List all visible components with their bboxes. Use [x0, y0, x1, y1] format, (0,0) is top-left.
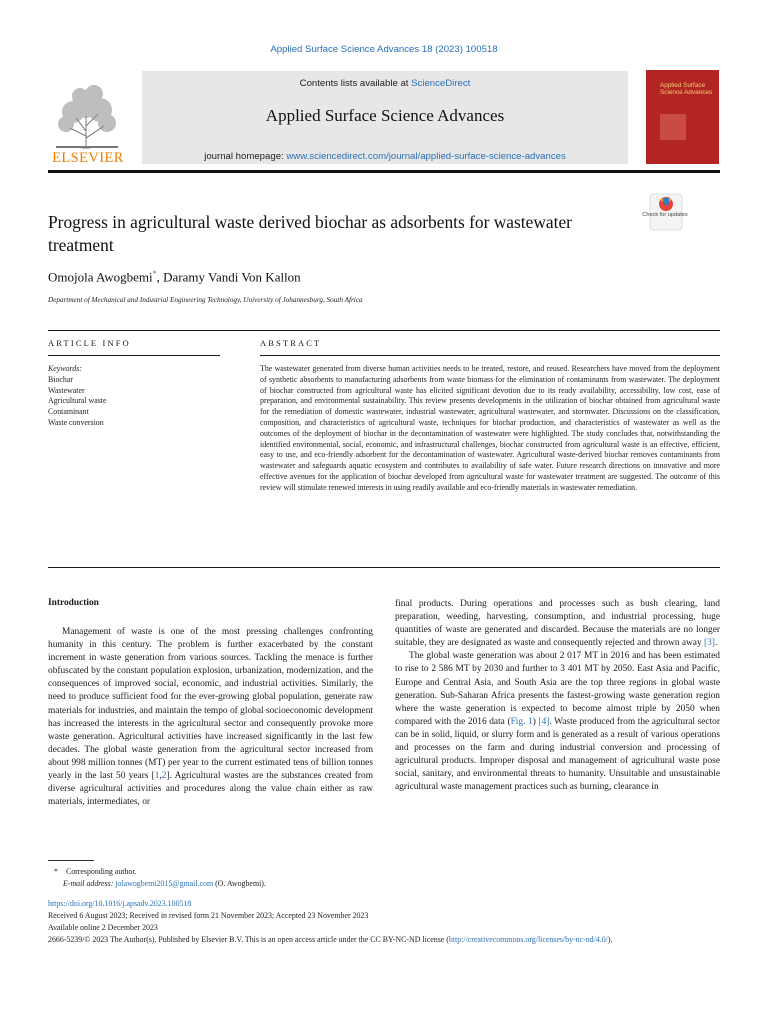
sciencedirect-link[interactable]: ScienceDirect — [411, 78, 471, 89]
info-heading-rule — [48, 355, 220, 356]
reference-link[interactable]: 1 — [154, 771, 160, 782]
keyword-item: Biochar — [48, 374, 73, 384]
license-link[interactable]: http://creativecommons.org/licenses/by-nc-nd/4.0/ — [448, 935, 608, 944]
contents-available-line — [142, 78, 628, 89]
keyword-item: Waste conversion — [48, 417, 104, 427]
footnote-star: * — [54, 867, 58, 876]
info-top-rule — [48, 330, 720, 331]
keyword-item: Agricultural waste — [48, 396, 107, 406]
body-paragraph — [395, 598, 720, 650]
paragraph-text: . Waste produced from the agricultural sector can be in solid, liquid, or slurry form and is generated as a result of various operations and processes on the farm and during industrial conversion and processing of agricultural products. Improper disposal and management of agricultural waste pose social, sanitary, and environmental threats to humanity. Unsuitable and unsustainable agricultural waste management practices such as burning, clearance in — [395, 716, 720, 793]
keyword-item: Contaminant — [48, 407, 89, 417]
email-note — [63, 878, 266, 889]
body-paragraph — [395, 650, 720, 794]
body-paragraph — [48, 626, 373, 809]
license-statement — [48, 934, 720, 945]
license-text-end: ). — [607, 935, 613, 944]
body-column-right — [395, 598, 720, 794]
abstract-heading: ABSTRACT — [260, 339, 322, 348]
received-dates: Received 6 August 2023; Received in revised form 21 November 2023; Accepted 23 November 2023 — [48, 911, 369, 920]
email-label: E-mail address: — [63, 879, 114, 888]
keywords-block — [48, 364, 228, 429]
author-name: Daramy Vandi Von Kallon — [163, 269, 301, 285]
paragraph-text: The global waste generation was about 2 017 MT in 2016 and has been estimated to rise to 2 586 MT by 2030 and further to 3 401 MT by 2050. East Asia and Pacific, Europe and Central Asia, and South Asia are the top three regions in global waste generation. Sub-Saharan Africa presents the fastest-growing waste generation region where the waste generation is expected to become almost triple by 2050 when compared with the 2016 data ( — [395, 651, 720, 727]
author-name: Omojola Awogbemi — [48, 269, 153, 285]
crossmark-label[interactable]: Check for updates — [642, 212, 688, 218]
homepage-label: journal homepage: — [204, 151, 287, 162]
email-suffix: (O. Awogbemi). — [215, 879, 266, 888]
introduction-heading: Introduction — [48, 598, 99, 608]
masthead-rule — [48, 170, 720, 173]
available-online-date: Available online 2 December 2023 — [48, 923, 158, 932]
paragraph-text: Management of waste is one of the most pressing challenges confronting humanity in this century. The problem is further exacerbated by the constant increment in waste generation from various sources. Tackling the menace is further obfuscated by the constant population explosion, urbanization, modernization, and the consequences of improved social, economic, and industrial activities. Similarly, the need to produce sufficient food for the ever-growing global population, generate raw materials for industries, and maintain the tempo of global socioeconomic development has increased the interests in the agricultural sector and consequently provoke more waste generation. Agricultural activities have increased significantly in the last few decades. The global waste generation from the agricultural sector increased from about 998 million tonnes (MT) per year to the current estimated tens of billion tonnes yearly in the last 50 years [ — [48, 627, 373, 782]
reference-link[interactable]: [4] — [538, 716, 550, 727]
cover-title: Applied Surface Science Advances — [660, 82, 713, 96]
keyword-item: Wastewater — [48, 385, 85, 395]
body-column-left — [48, 626, 373, 809]
paragraph-text: final products. During operations and processes such as bush clearing, land preparation, weeding, harvesting, consumption, and industrial processing, huge quantities of waste are generated and discarded. Because the materials are no longer suitable, they are designated as waste and consequently rejected and thrown away — [395, 599, 720, 649]
journal-homepage-link[interactable]: www.sciencedirect.com/journal/applied-surface-science-advances — [286, 151, 566, 162]
paragraph-text: ) — [532, 716, 539, 727]
cover-graphic — [660, 114, 686, 140]
doi-link[interactable] — [48, 898, 191, 909]
author-list: Omojola Awogbemi*, Daramy Vandi Von Kallon — [48, 269, 301, 285]
abstract-bottom-rule — [48, 567, 720, 568]
footnote-rule — [48, 860, 94, 861]
article-title: Progress in agricultural waste derived biochar as adsorbents for wastewater treatment — [48, 212, 572, 255]
contents-prefix: Contents lists available at — [299, 78, 412, 89]
journal-homepage-line — [142, 151, 628, 162]
reference-link[interactable]: 2 — [161, 771, 167, 782]
journal-title: Applied Surface Science Advances — [265, 106, 505, 125]
figure-link[interactable]: Fig. 1 — [510, 716, 533, 727]
paragraph-text: . — [714, 638, 718, 649]
corresponding-author-note — [54, 866, 137, 877]
abstract-text: The wastewater generated from diverse human activities needs to be treated, restore, and reused. Researchers have moved from the deployment of synthetic absorbents to manufacturing adsorbents from waste biomass for the elimination of contaminants from wastewater. The deployment of biochar constructed from agricultural waste has elicited significant devotion due to its ready availability, accessibility, low cost, ease of preparation, and environmental sustainability. This review presents developments in the utilization of biochar obtained from agricultural waste for the remediation of domestic wastewater, industrial wastewater, agricultural wastewater, and stormwater. Discussions on the classification, composition, and characteristics of agricultural waste, techniques for biochar production, and characteristics of wastewater as well as the outcomes of the deployment of biochar in the decontamination of wastewater were highlighted. The study concludes that, notwithstanding the identified environmental, social, economic, and infrastructural challenges, biochar constructed from agricultural waste is an effective, efficient, easy to use, and eco-friendly adsorbent for the decontamination of wastewater. Agricultural waste-derived biochar removes contaminants from wastewater and safeguards aquatic ecosystem and contributes to availability of safe water. Future research directions on innovative and more effective avenues for the application of biochar developed from agricultural waste for wastewater treatment are suggested. The outcome of this review will stimulate renewed interests in using readily available and eco-friendly materials in wastewater remediation. — [260, 364, 720, 492]
reference-link[interactable]: [3] — [704, 638, 715, 649]
journal-cover-thumbnail[interactable] — [646, 70, 719, 164]
author-email-link[interactable]: jolawogbemi2015@gmail.com — [115, 879, 214, 888]
reference-separator: , — [159, 771, 162, 782]
author-affiliation: Department of Mechanical and Industrial Engineering Technology, University of Johannesburg, South Africa — [48, 296, 363, 304]
journal-citation[interactable]: Applied Surface Science Advances 18 (2023) 100518 — [270, 44, 498, 55]
corresponding-author-mark[interactable]: * — [152, 269, 157, 278]
abstract-heading-rule — [260, 355, 720, 356]
corresponding-label: Corresponding author. — [65, 867, 137, 876]
article-info-heading: ARTICLE INFO — [48, 339, 131, 348]
doi-url[interactable]: https://doi.org/10.1016/j.apsadv.2023.100518 — [48, 899, 192, 908]
keywords-heading: Keywords: — [48, 364, 82, 373]
publisher-wordmark: ELSEVIER — [52, 150, 124, 166]
license-text: 2666-5239/© 2023 The Author(s). Published by Elsevier B.V. This is an open access article under the CC BY-NC-ND license ( — [48, 935, 449, 944]
paragraph-text: ]. Agricultural wastes are the substances created from diverse agricultural activities and procedures along the value chain either as raw materials, intermediates, or — [48, 771, 373, 808]
